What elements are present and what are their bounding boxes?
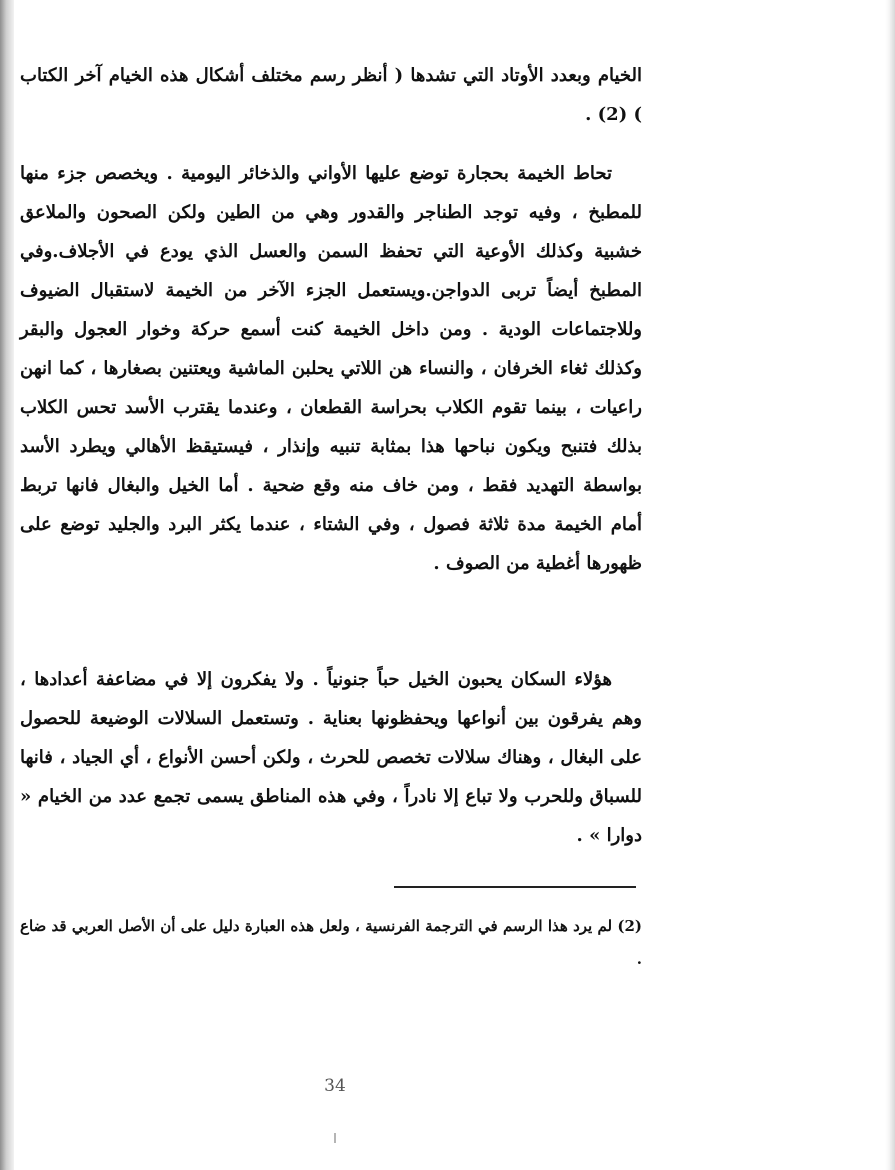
paragraph-1-text: الخيام وبعدد الأوتاد التي تشدها ( أنظر رسم مختلف أشكال هذه الخيام آخر الكتاب ) (2) . — [20, 65, 642, 125]
page-number: 34 — [324, 1076, 346, 1096]
paragraph-2-text: تحاط الخيمة بحجارة توضع عليها الأواني والذخائر اليومية . ويخصص جزء منها للمطبخ ، وفيه توجد الطناجر والقدور وهي من الطين ولكن الصحون والملاعق خشبية وكذلك الأوعية التي تحفظ السمن والعسل الذي يودع في الأجلاف.وفي المطبخ أيضاً تربى الدواجن.ويستعمل الجزء الآخر من الخيمة لاستقبال الضيوف وللاجتماعات الودية . ومن داخل الخيمة كنت أسمع حركة وخوار العجول والبقر وكذلك ثغاء الخرفان ، والنساء هن اللاتي يحلبن الماشية ويعتنين بصغارها ، كما انهن راعيات ، بينما تقوم الكلاب بحراسة القطعان ، وعندما يقترب الأسد تحس الكلاب بذلك فتنبح ويكون نباحها هذا بمثابة تنبيه وإنذار ، فيستيقظ الأهالي ويطرد الأسد بواسطة التهديد فقط ، ومن خاف منه وقع ضحية . أما الخيل والبغال فانها تربط أمام الخيمة مدة ثلاثة فصول ، وفي الشتاء ، عندما يكثر البرد والجليد توضع على ظهورها أغطية من الصوف . — [20, 163, 642, 574]
paragraph-3-text: هؤلاء السكان يحبون الخيل حباً جنونياً . ولا يفكرون إلا في مضاعفة أعدادها ، وهم يفرقون بين أنواعها ويحفظونها بعناية . وتستعمل السلالات الوضيعة للحصول على البغال ، وهناك سلالات تخصص للحرث ، ولكن أحسن الأنواع ، أي الجياد ، فانها للسباق وللحرب ولا تباع إلا نادراً ، وفي هذه المناطق يسمى تجمع عدد من الخيام « دوارا » . — [20, 669, 642, 846]
footnote-separator — [394, 886, 636, 888]
scan-right-edge-shadow — [885, 0, 895, 1170]
scan-left-edge-shadow — [0, 0, 14, 1170]
paragraph-tent-interior — [20, 154, 642, 583]
scan-artifact-mark — [334, 1133, 336, 1143]
footnote: (2) لم يرد هذا الرسم في الترجمة الفرنسية ، ولعل هذه العبارة دليل على أن الأصل العربي قد ضاع . — [20, 917, 642, 968]
paragraph-tents-count — [20, 56, 642, 134]
paragraph-horses — [20, 660, 642, 855]
